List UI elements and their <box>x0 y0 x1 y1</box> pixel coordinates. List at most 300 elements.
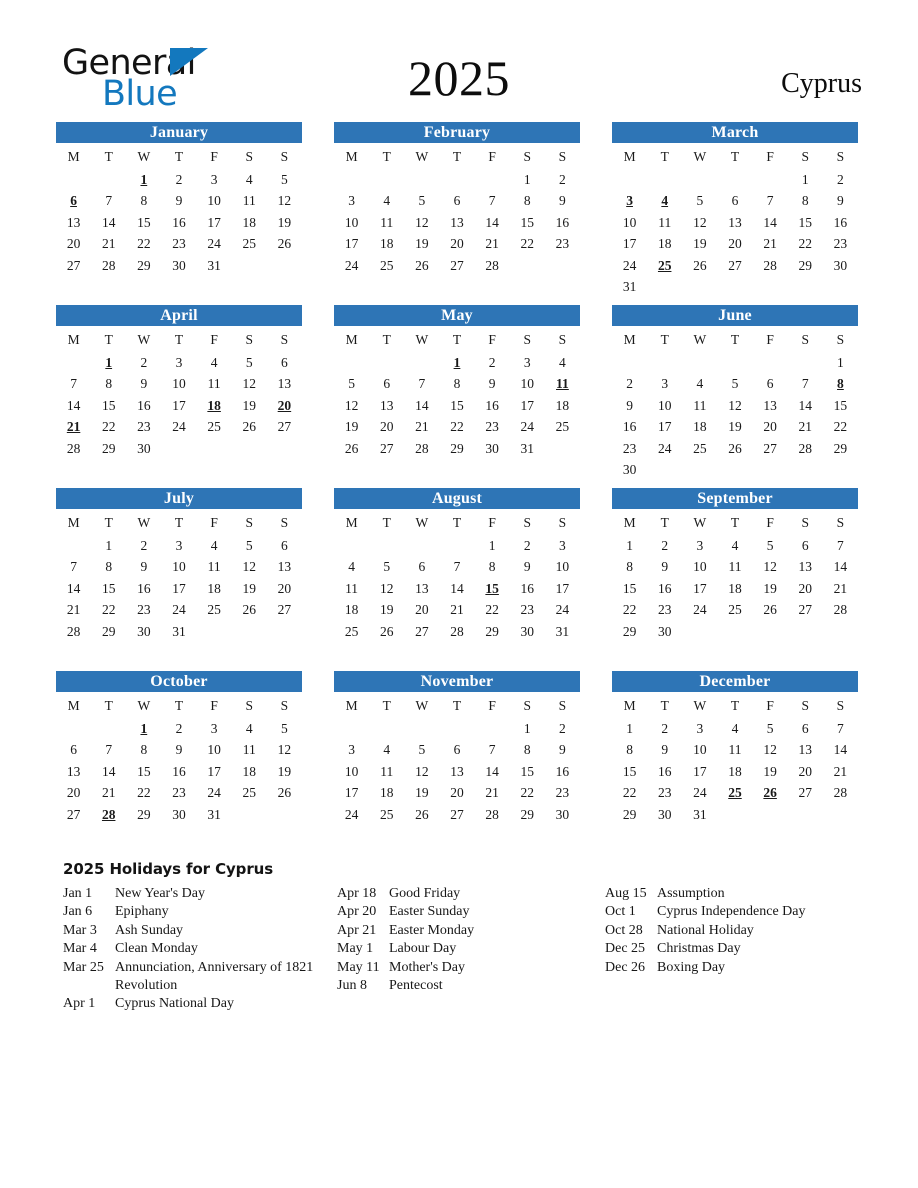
day-cell[interactable]: 16 <box>137 397 151 413</box>
day-cell[interactable]: 6 <box>801 537 809 553</box>
day-cell[interactable]: 19 <box>728 419 742 435</box>
day-cell[interactable]: 15 <box>101 397 116 413</box>
day-cell[interactable]: 26 <box>379 623 394 639</box>
day-cell[interactable]: 18 <box>379 785 394 801</box>
day-cell[interactable]: 8 <box>523 742 531 758</box>
day-cell[interactable]: 2 <box>837 171 844 187</box>
day-cell[interactable]: 28 <box>833 785 848 801</box>
day-cell[interactable]: 21 <box>101 785 116 801</box>
day-cell[interactable]: 29 <box>137 806 151 822</box>
day-cell[interactable]: 26 <box>242 419 257 435</box>
day-cell[interactable]: 19 <box>415 785 429 801</box>
day-cell[interactable]: 17 <box>344 236 359 252</box>
day-cell[interactable]: 29 <box>101 623 116 639</box>
day-cell[interactable]: 6 <box>766 376 774 392</box>
day-cell[interactable]: 22 <box>101 419 116 435</box>
day-cell[interactable]: 9 <box>626 397 633 413</box>
day-cell[interactable]: 6 <box>70 742 77 758</box>
day-cell[interactable]: 30 <box>622 462 637 478</box>
day-cell[interactable]: 9 <box>175 193 183 209</box>
day-cell[interactable]: 27 <box>66 806 81 822</box>
day-cell[interactable]: 10 <box>657 397 672 413</box>
day-cell[interactable]: 4 <box>696 376 704 392</box>
day-cell[interactable]: 5 <box>766 537 774 553</box>
day-cell[interactable]: 18 <box>242 763 257 779</box>
day-cell[interactable]: 24 <box>657 440 672 456</box>
day-cell[interactable]: 15 <box>520 214 535 230</box>
day-cell[interactable]: 13 <box>277 559 292 575</box>
day-cell[interactable]: 7 <box>837 720 844 736</box>
day-cell[interactable]: 6 <box>281 354 288 370</box>
day-cell[interactable]: 24 <box>555 602 570 618</box>
day-cell[interactable]: 6 <box>731 193 739 209</box>
day-cell[interactable]: 17 <box>344 785 359 801</box>
day-cell[interactable]: 28 <box>833 602 848 618</box>
day-cell[interactable]: 5 <box>696 193 704 209</box>
day-cell[interactable]: 14 <box>833 559 848 575</box>
day-cell[interactable]: 14 <box>101 763 116 779</box>
day-cell[interactable]: 13 <box>415 580 429 596</box>
day-cell[interactable]: 27 <box>277 419 292 435</box>
day-cell[interactable]: 11 <box>345 580 359 596</box>
day-cell[interactable]: 13 <box>798 559 813 575</box>
day-cell[interactable]: 31 <box>207 257 221 273</box>
day-cell[interactable]: 16 <box>172 214 186 230</box>
day-cell[interactable]: 22 <box>833 419 848 435</box>
day-cell[interactable]: 31 <box>555 623 570 639</box>
day-cell[interactable]: 7 <box>766 193 774 209</box>
day-cell[interactable]: 22 <box>622 785 637 801</box>
day-cell[interactable]: 16 <box>657 763 672 779</box>
day-cell[interactable]: 26 <box>277 785 292 801</box>
day-cell-holiday[interactable]: 3 <box>626 193 633 209</box>
day-cell[interactable]: 10 <box>172 559 186 575</box>
day-cell[interactable]: 23 <box>657 785 672 801</box>
day-cell[interactable]: 4 <box>245 171 253 187</box>
day-cell[interactable]: 11 <box>728 559 742 575</box>
day-cell[interactable]: 20 <box>66 236 81 252</box>
day-cell[interactable]: 22 <box>101 602 116 618</box>
day-cell[interactable]: 16 <box>833 214 848 230</box>
day-cell[interactable]: 2 <box>175 720 183 736</box>
day-cell[interactable]: 22 <box>622 602 637 618</box>
day-cell[interactable]: 13 <box>66 214 81 230</box>
day-cell[interactable]: 12 <box>693 214 707 230</box>
day-cell[interactable]: 1 <box>523 171 531 187</box>
day-cell[interactable]: 9 <box>488 376 496 392</box>
day-cell[interactable]: 18 <box>728 580 742 596</box>
day-cell[interactable]: 9 <box>140 376 148 392</box>
day-cell[interactable]: 10 <box>344 214 359 230</box>
day-cell[interactable]: 9 <box>523 559 531 575</box>
day-cell[interactable]: 3 <box>696 537 704 553</box>
day-cell[interactable]: 29 <box>485 623 499 639</box>
day-cell[interactable]: 10 <box>693 559 707 575</box>
day-cell[interactable]: 10 <box>172 376 186 392</box>
day-cell[interactable]: 1 <box>837 354 844 370</box>
day-cell[interactable]: 22 <box>450 419 464 435</box>
day-cell[interactable]: 27 <box>798 785 813 801</box>
day-cell[interactable]: 26 <box>344 440 359 456</box>
day-cell-holiday[interactable]: 8 <box>837 376 844 392</box>
day-cell[interactable]: 22 <box>137 236 151 252</box>
day-cell[interactable]: 26 <box>415 806 429 822</box>
day-cell[interactable]: 15 <box>137 214 151 230</box>
day-cell[interactable]: 6 <box>453 193 461 209</box>
day-cell[interactable]: 14 <box>66 397 81 413</box>
day-cell[interactable]: 17 <box>207 763 221 779</box>
day-cell[interactable]: 20 <box>379 419 394 435</box>
day-cell[interactable]: 9 <box>661 559 669 575</box>
day-cell[interactable]: 30 <box>485 440 499 456</box>
day-cell[interactable]: 22 <box>520 236 535 252</box>
day-cell[interactable]: 6 <box>801 720 809 736</box>
day-cell[interactable]: 3 <box>210 171 218 187</box>
day-cell[interactable]: 16 <box>555 214 570 230</box>
day-cell[interactable]: 8 <box>105 376 113 392</box>
day-cell[interactable]: 3 <box>348 193 355 209</box>
day-cell[interactable]: 4 <box>210 354 218 370</box>
day-cell[interactable]: 12 <box>379 580 394 596</box>
day-cell[interactable]: 3 <box>348 742 355 758</box>
day-cell[interactable]: 27 <box>450 806 464 822</box>
day-cell[interactable]: 25 <box>207 602 221 618</box>
day-cell[interactable]: 1 <box>801 171 809 187</box>
day-cell[interactable]: 21 <box>763 236 777 252</box>
day-cell[interactable]: 9 <box>559 193 566 209</box>
day-cell[interactable]: 29 <box>622 623 637 639</box>
day-cell[interactable]: 29 <box>798 257 813 273</box>
day-cell[interactable]: 12 <box>242 376 257 392</box>
day-cell[interactable]: 23 <box>555 236 570 252</box>
day-cell[interactable]: 30 <box>657 806 672 822</box>
day-cell[interactable]: 5 <box>281 171 288 187</box>
day-cell-holiday[interactable]: 1 <box>105 354 113 370</box>
day-cell[interactable]: 31 <box>622 279 637 295</box>
day-cell[interactable]: 20 <box>728 236 742 252</box>
day-cell[interactable]: 23 <box>137 419 151 435</box>
day-cell[interactable]: 5 <box>383 559 391 575</box>
day-cell[interactable]: 27 <box>66 257 81 273</box>
day-cell[interactable]: 27 <box>277 602 292 618</box>
day-cell[interactable]: 7 <box>488 193 496 209</box>
day-cell[interactable]: 10 <box>555 559 570 575</box>
day-cell[interactable]: 11 <box>658 214 672 230</box>
day-cell[interactable]: 15 <box>520 763 535 779</box>
day-cell[interactable]: 10 <box>520 376 535 392</box>
day-cell[interactable]: 3 <box>175 537 183 553</box>
day-cell[interactable]: 24 <box>520 419 535 435</box>
day-cell[interactable]: 27 <box>450 257 464 273</box>
day-cell[interactable]: 25 <box>379 257 394 273</box>
day-cell[interactable]: 15 <box>450 397 464 413</box>
day-cell[interactable]: 29 <box>833 440 848 456</box>
day-cell[interactable]: 23 <box>485 419 499 435</box>
day-cell[interactable]: 5 <box>245 354 253 370</box>
day-cell[interactable]: 1 <box>488 537 496 553</box>
day-cell[interactable]: 23 <box>172 236 186 252</box>
day-cell[interactable]: 10 <box>693 742 707 758</box>
day-cell[interactable]: 6 <box>453 742 461 758</box>
day-cell[interactable]: 14 <box>66 580 81 596</box>
day-cell[interactable]: 12 <box>728 397 742 413</box>
day-cell[interactable]: 7 <box>105 742 113 758</box>
day-cell[interactable]: 26 <box>277 236 292 252</box>
day-cell[interactable]: 19 <box>242 397 257 413</box>
day-cell-holiday[interactable]: 1 <box>453 354 461 370</box>
day-cell-holiday[interactable]: 1 <box>140 171 148 187</box>
day-cell[interactable]: 8 <box>626 559 633 575</box>
day-cell[interactable]: 30 <box>172 257 186 273</box>
day-cell[interactable]: 26 <box>693 257 707 273</box>
day-cell[interactable]: 11 <box>693 397 707 413</box>
day-cell[interactable]: 11 <box>207 376 221 392</box>
day-cell[interactable]: 3 <box>696 720 704 736</box>
day-cell[interactable]: 13 <box>798 742 813 758</box>
day-cell[interactable]: 25 <box>555 419 570 435</box>
day-cell[interactable]: 21 <box>485 785 499 801</box>
day-cell[interactable]: 14 <box>450 580 464 596</box>
day-cell[interactable]: 31 <box>693 806 707 822</box>
day-cell[interactable]: 4 <box>245 720 253 736</box>
day-cell[interactable]: 28 <box>450 623 464 639</box>
day-cell-holiday[interactable]: 15 <box>485 580 499 596</box>
day-cell[interactable]: 21 <box>450 602 464 618</box>
day-cell[interactable]: 2 <box>626 376 633 392</box>
day-cell[interactable]: 30 <box>172 806 186 822</box>
day-cell[interactable]: 10 <box>207 193 221 209</box>
day-cell[interactable]: 4 <box>383 193 391 209</box>
day-cell[interactable]: 25 <box>379 806 394 822</box>
day-cell[interactable]: 15 <box>622 580 637 596</box>
day-cell[interactable]: 5 <box>281 720 288 736</box>
day-cell[interactable]: 2 <box>175 171 183 187</box>
day-cell[interactable]: 13 <box>450 763 464 779</box>
day-cell[interactable]: 16 <box>485 397 499 413</box>
day-cell[interactable]: 20 <box>450 236 464 252</box>
day-cell[interactable]: 21 <box>415 419 429 435</box>
day-cell[interactable]: 28 <box>798 440 813 456</box>
day-cell[interactable]: 17 <box>555 580 570 596</box>
day-cell[interactable]: 1 <box>626 537 633 553</box>
day-cell[interactable]: 22 <box>520 785 535 801</box>
day-cell[interactable]: 28 <box>415 440 429 456</box>
day-cell-holiday[interactable]: 28 <box>101 806 116 822</box>
day-cell[interactable]: 29 <box>137 257 151 273</box>
day-cell[interactable]: 28 <box>101 257 116 273</box>
day-cell[interactable]: 18 <box>207 580 221 596</box>
day-cell[interactable]: 25 <box>207 419 221 435</box>
day-cell[interactable]: 10 <box>344 763 359 779</box>
day-cell[interactable]: 7 <box>453 559 461 575</box>
day-cell[interactable]: 11 <box>380 763 394 779</box>
day-cell[interactable]: 12 <box>277 193 292 209</box>
day-cell[interactable]: 4 <box>348 559 355 575</box>
day-cell[interactable]: 5 <box>731 376 739 392</box>
day-cell[interactable]: 9 <box>140 559 148 575</box>
day-cell[interactable]: 14 <box>763 214 777 230</box>
day-cell[interactable]: 27 <box>415 623 429 639</box>
day-cell[interactable]: 13 <box>728 214 742 230</box>
day-cell-holiday[interactable]: 4 <box>661 193 669 209</box>
day-cell[interactable]: 23 <box>555 785 570 801</box>
day-cell[interactable]: 29 <box>450 440 464 456</box>
day-cell[interactable]: 27 <box>728 257 742 273</box>
day-cell[interactable]: 4 <box>731 537 739 553</box>
day-cell[interactable]: 23 <box>137 602 151 618</box>
day-cell[interactable]: 24 <box>172 419 186 435</box>
day-cell[interactable]: 22 <box>137 785 151 801</box>
day-cell[interactable]: 27 <box>379 440 394 456</box>
day-cell[interactable]: 28 <box>485 257 499 273</box>
day-cell[interactable]: 10 <box>207 742 221 758</box>
day-cell[interactable]: 6 <box>418 559 426 575</box>
day-cell[interactable]: 30 <box>137 440 151 456</box>
day-cell[interactable]: 9 <box>175 742 183 758</box>
day-cell[interactable]: 19 <box>379 602 394 618</box>
day-cell[interactable]: 19 <box>277 214 292 230</box>
day-cell[interactable]: 2 <box>661 720 669 736</box>
day-cell[interactable]: 26 <box>728 440 742 456</box>
day-cell[interactable]: 29 <box>101 440 116 456</box>
day-cell[interactable]: 11 <box>207 559 221 575</box>
day-cell[interactable]: 27 <box>798 602 813 618</box>
day-cell[interactable]: 18 <box>555 397 570 413</box>
day-cell-holiday[interactable]: 1 <box>140 720 148 736</box>
day-cell[interactable]: 5 <box>418 193 426 209</box>
day-cell[interactable]: 15 <box>101 580 116 596</box>
day-cell[interactable]: 25 <box>693 440 707 456</box>
day-cell[interactable]: 23 <box>657 602 672 618</box>
day-cell[interactable]: 7 <box>70 559 77 575</box>
day-cell[interactable]: 9 <box>661 742 669 758</box>
day-cell[interactable]: 20 <box>798 580 813 596</box>
day-cell[interactable]: 14 <box>485 214 499 230</box>
day-cell[interactable]: 31 <box>520 440 535 456</box>
day-cell[interactable]: 17 <box>207 214 221 230</box>
day-cell[interactable]: 14 <box>833 742 848 758</box>
day-cell[interactable]: 5 <box>766 720 774 736</box>
day-cell[interactable]: 16 <box>657 580 672 596</box>
day-cell[interactable]: 9 <box>559 742 566 758</box>
day-cell[interactable]: 8 <box>488 559 496 575</box>
day-cell[interactable]: 12 <box>415 214 429 230</box>
day-cell[interactable]: 28 <box>485 806 499 822</box>
day-cell[interactable]: 3 <box>559 537 566 553</box>
day-cell[interactable]: 23 <box>833 236 848 252</box>
day-cell[interactable]: 2 <box>488 354 496 370</box>
day-cell[interactable]: 24 <box>622 257 637 273</box>
day-cell[interactable]: 5 <box>348 376 355 392</box>
day-cell[interactable]: 3 <box>175 354 183 370</box>
day-cell[interactable]: 18 <box>379 236 394 252</box>
day-cell[interactable]: 28 <box>66 440 81 456</box>
day-cell[interactable]: 21 <box>101 236 116 252</box>
day-cell[interactable]: 12 <box>277 742 292 758</box>
day-cell[interactable]: 24 <box>344 257 359 273</box>
day-cell[interactable]: 12 <box>763 742 777 758</box>
day-cell[interactable]: 7 <box>418 376 426 392</box>
day-cell[interactable]: 5 <box>245 537 253 553</box>
day-cell[interactable]: 25 <box>242 236 257 252</box>
day-cell[interactable]: 21 <box>485 236 499 252</box>
day-cell[interactable]: 16 <box>622 419 637 435</box>
day-cell[interactable]: 25 <box>344 623 359 639</box>
day-cell[interactable]: 15 <box>137 763 151 779</box>
day-cell[interactable]: 10 <box>622 214 637 230</box>
day-cell[interactable]: 17 <box>693 763 707 779</box>
day-cell[interactable]: 4 <box>210 537 218 553</box>
day-cell-holiday[interactable]: 11 <box>556 376 569 392</box>
day-cell[interactable]: 20 <box>415 602 429 618</box>
day-cell[interactable]: 2 <box>523 537 531 553</box>
day-cell[interactable]: 28 <box>763 257 777 273</box>
day-cell[interactable]: 19 <box>693 236 707 252</box>
day-cell[interactable]: 13 <box>450 214 464 230</box>
day-cell[interactable]: 16 <box>555 763 570 779</box>
day-cell[interactable]: 24 <box>693 602 707 618</box>
day-cell[interactable]: 2 <box>140 537 148 553</box>
day-cell[interactable]: 30 <box>555 806 570 822</box>
day-cell[interactable]: 28 <box>66 623 81 639</box>
day-cell[interactable]: 15 <box>622 763 637 779</box>
day-cell[interactable]: 21 <box>833 763 848 779</box>
day-cell[interactable]: 20 <box>763 419 777 435</box>
day-cell[interactable]: 17 <box>172 397 186 413</box>
day-cell-holiday[interactable]: 18 <box>207 397 221 413</box>
day-cell[interactable]: 11 <box>242 742 256 758</box>
day-cell[interactable]: 22 <box>485 602 499 618</box>
day-cell[interactable]: 24 <box>207 236 221 252</box>
day-cell[interactable]: 7 <box>488 742 496 758</box>
day-cell[interactable]: 3 <box>661 376 669 392</box>
day-cell[interactable]: 8 <box>801 193 809 209</box>
day-cell[interactable]: 14 <box>798 397 813 413</box>
day-cell[interactable]: 25 <box>728 602 742 618</box>
day-cell[interactable]: 24 <box>693 785 707 801</box>
day-cell[interactable]: 23 <box>172 785 186 801</box>
day-cell-holiday[interactable]: 25 <box>728 785 742 801</box>
day-cell[interactable]: 19 <box>763 580 777 596</box>
day-cell[interactable]: 25 <box>242 785 257 801</box>
day-cell[interactable]: 2 <box>140 354 148 370</box>
day-cell[interactable]: 2 <box>559 720 566 736</box>
day-cell[interactable]: 14 <box>485 763 499 779</box>
day-cell[interactable]: 4 <box>383 742 391 758</box>
day-cell[interactable]: 30 <box>137 623 151 639</box>
day-cell[interactable]: 8 <box>105 559 113 575</box>
day-cell[interactable]: 15 <box>798 214 813 230</box>
day-cell[interactable]: 17 <box>172 580 186 596</box>
day-cell[interactable]: 24 <box>207 785 221 801</box>
day-cell[interactable]: 17 <box>520 397 535 413</box>
day-cell[interactable]: 17 <box>657 419 672 435</box>
day-cell[interactable]: 20 <box>798 763 813 779</box>
day-cell[interactable]: 7 <box>70 376 77 392</box>
day-cell[interactable]: 7 <box>105 193 113 209</box>
day-cell[interactable]: 30 <box>520 623 535 639</box>
day-cell[interactable]: 18 <box>344 602 359 618</box>
day-cell[interactable]: 12 <box>344 397 359 413</box>
day-cell[interactable]: 16 <box>520 580 535 596</box>
day-cell[interactable]: 29 <box>622 806 637 822</box>
day-cell-holiday[interactable]: 6 <box>70 193 77 209</box>
day-cell[interactable]: 8 <box>523 193 531 209</box>
day-cell-holiday[interactable]: 25 <box>657 257 672 273</box>
day-cell[interactable]: 19 <box>344 419 359 435</box>
day-cell[interactable]: 15 <box>833 397 848 413</box>
day-cell[interactable]: 24 <box>172 602 186 618</box>
